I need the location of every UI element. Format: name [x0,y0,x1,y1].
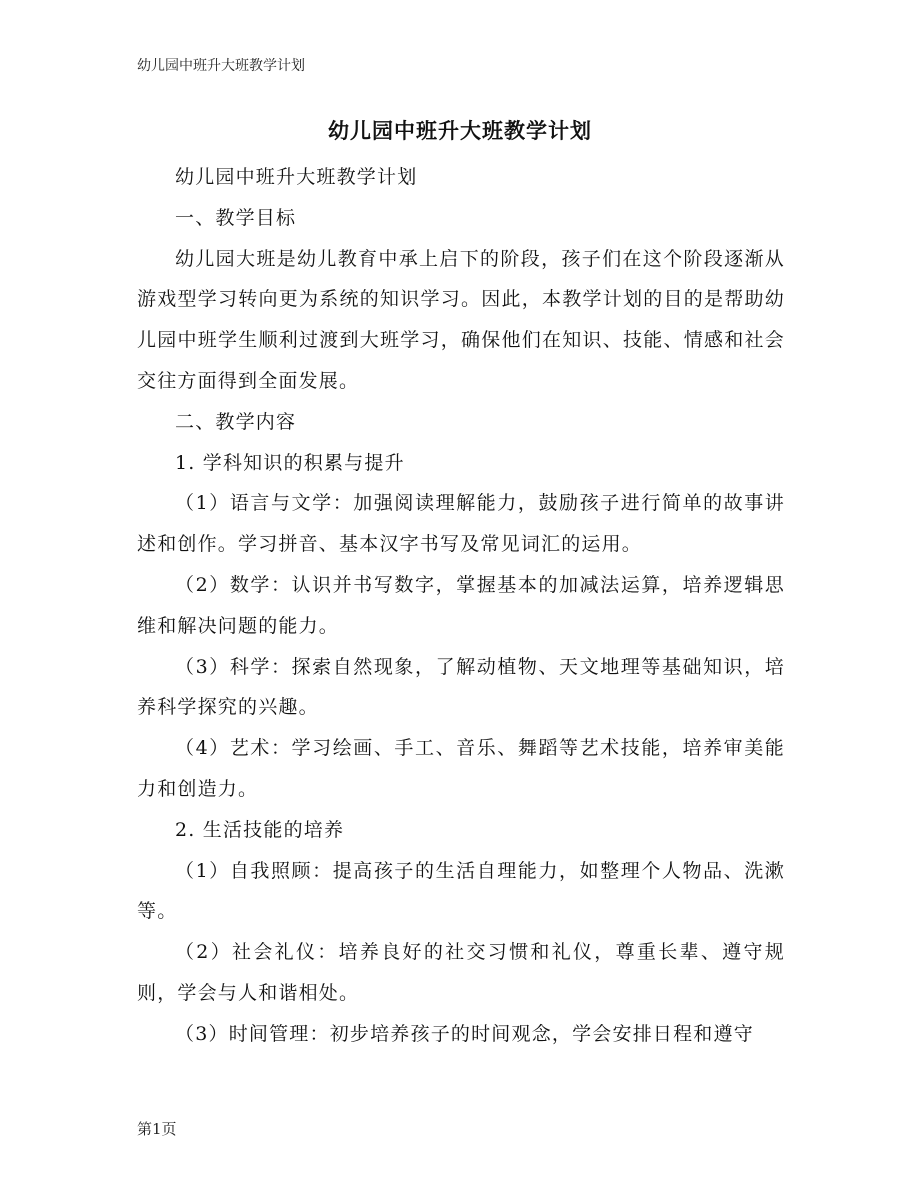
document-title: 幼儿园中班升大班教学计划 [328,118,592,143]
paragraph-subtitle: 幼儿园中班升大班教学计划 [175,166,418,188]
paragraph-goals: 幼儿园大班是幼儿教育中承上启下的阶段，孩子们在这个阶段逐渐从游戏型学习转向更为系统的知识学习。因此，本教学计划的目的是帮助幼儿园中班学生顺利过渡到大班学习，确保他们在知识、技能、情感和社会交往方面得到全面发展。 [137,247,785,392]
document-body [137,157,785,1055]
section-heading-content: 二、教学内容 [175,410,297,433]
item-language: （1）语言与文学：加强阅读理解能力，鼓励孩子进行简单的故事讲述和创作。学习拼音、基本汉字书写及常见词汇的运用。 [137,492,785,556]
item-math: （2）数学：认识并书写数字，掌握基本的加减法运算，培养逻辑思维和解决问题的能力。 [137,573,785,637]
subheading-life-skills: 2. 生活技能的培养 [175,818,345,841]
page-number: 第1页 [137,1120,177,1138]
item-self-care: （1）自我照顾：提高孩子的生活自理能力，如整理个人物品、洗漱等。 [137,859,785,923]
subheading-subject-knowledge: 1. 学科知识的积累与提升 [175,451,405,474]
running-header: 幼儿园中班升大班教学计划 [137,58,305,74]
item-art: （4）艺术：学习绘画、手工、音乐、舞蹈等艺术技能，培养审美能力和创造力。 [137,737,785,800]
item-science: （3）科学：探索自然现象，了解动植物、天文地理等基础知识，培养科学探究的兴趣。 [137,655,785,719]
section-heading-goals: 一、教学目标 [175,206,297,229]
item-time-management: （3）时间管理：初步培养孩子的时间观念，学会安排日程和遵守 [175,1022,754,1045]
item-social-etiquette: （2）社会礼仪：培养良好的社交习惯和礼仪，尊重长辈、遵守规则，学会与人和谐相处。 [137,941,785,1004]
